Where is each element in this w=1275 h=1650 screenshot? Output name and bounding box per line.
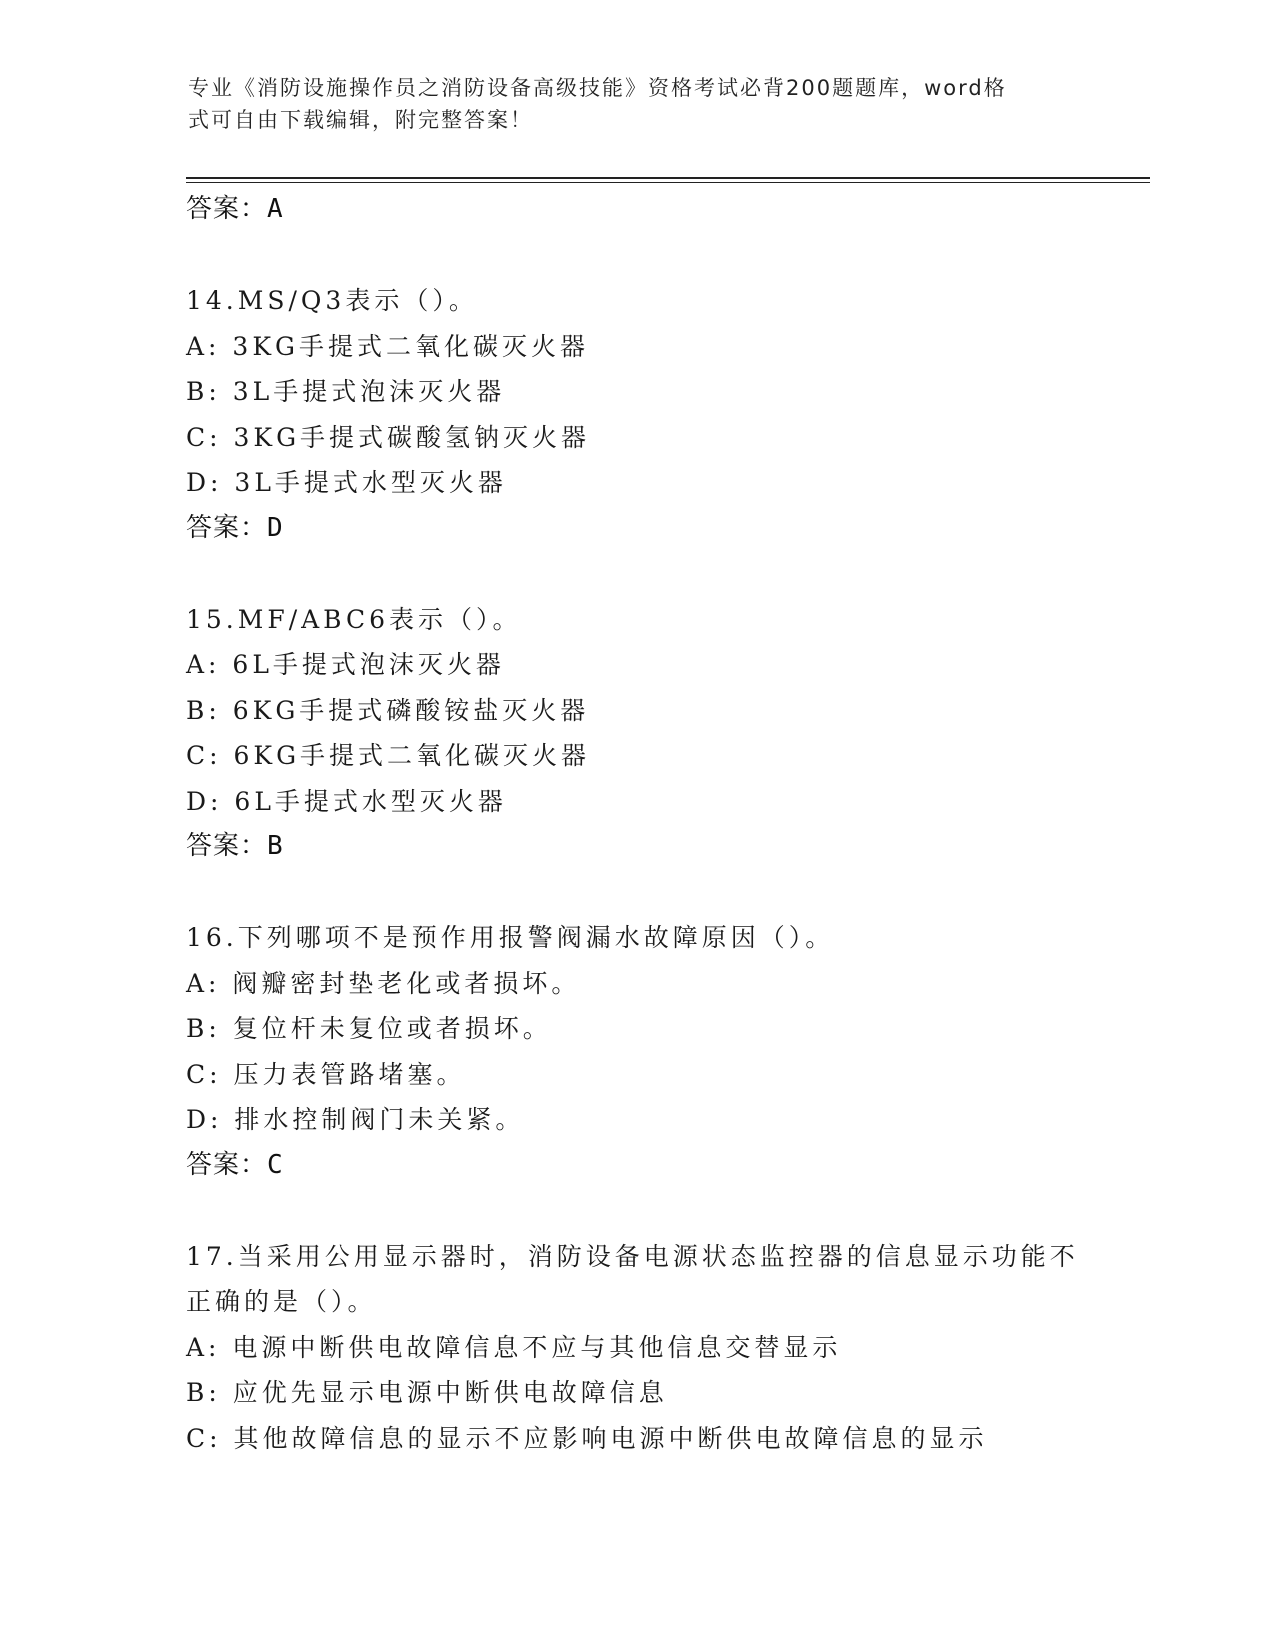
question-text: 当采用公用显示器时，消防设备电源状态监控器的信息显示功能不: [237, 1241, 1079, 1271]
question-17: [186, 1234, 1086, 1462]
spacer: [186, 551, 1086, 597]
option-c: C: 3KG手提式碳酸氢钠灭火器: [186, 422, 591, 452]
question-number: 14.: [186, 286, 238, 315]
question-16: [186, 915, 1086, 1188]
spacer: [186, 870, 1086, 916]
option-b: B: 6KG手提式磷酸铵盐灭火器: [186, 695, 590, 725]
answer-value: A: [267, 194, 284, 224]
document-header: [188, 72, 1078, 136]
answer-line: [186, 1143, 1086, 1189]
answer-label: 答案：: [186, 512, 268, 543]
question-stem: [186, 278, 1086, 324]
answer-label: 答案：: [186, 194, 268, 224]
answer-value: C: [267, 1149, 284, 1180]
header-divider-thick: [186, 177, 1150, 179]
header-line-1: 专业《消防设施操作员之消防设备高级技能》资格考试必背200题题库，word格: [188, 76, 1007, 100]
question-list: [186, 187, 1086, 1461]
option-c: C: 其他故障信息的显示不应影响电源中断供电故障信息的显示: [186, 1423, 988, 1453]
option-b: B: 复位杆未复位或者损坏。: [186, 1014, 552, 1043]
option-d: D: 3L手提式水型灭火器: [186, 468, 507, 497]
option-a: A: 电源中断供电故障信息不应与其他信息交替显示: [186, 1332, 842, 1362]
question-number: 16.: [186, 923, 238, 952]
question-14: [186, 278, 1086, 551]
answer-label: 答案：: [186, 1149, 268, 1180]
option-c: C: 6KG手提式二氧化碳灭火器: [186, 741, 591, 770]
answer-line: [186, 506, 1086, 552]
option-d: D: 排水控制阀门未关紧。: [186, 1105, 525, 1134]
question-stem: [186, 597, 1086, 643]
option-b: B: 应优先显示电源中断供电故障信息: [186, 1378, 668, 1407]
option-d: D: 6L手提式水型灭火器: [186, 786, 507, 816]
answer-value: D: [267, 512, 284, 543]
option-a: A: 3KG手提式二氧化碳灭火器: [186, 331, 589, 361]
header-divider-thin: [186, 182, 1150, 183]
spacer: [186, 233, 1086, 279]
question-number: 15.: [186, 604, 238, 634]
question-stem-continued: 正确的是（）。: [186, 1287, 377, 1316]
question-text: MS/Q3表示（）。: [237, 286, 478, 315]
answer-label: 答案：: [186, 831, 268, 861]
answer-line: [186, 187, 1086, 233]
option-b: B: 3L手提式泡沫灭火器: [186, 377, 506, 406]
header-line-2: 式可自由下载编辑，附完整答案！: [188, 108, 533, 132]
question-number: 17.: [186, 1241, 238, 1271]
question-stem: [186, 1234, 1086, 1280]
option-a: A: 6L手提式泡沫灭火器: [186, 650, 505, 679]
spacer: [186, 1188, 1086, 1234]
question-text: 下列哪项不是预作用报警阀漏水故障原因（）。: [237, 923, 835, 952]
answer-line: [186, 824, 1086, 870]
option-a: A: 阀瓣密封垫老化或者损坏。: [186, 968, 581, 998]
question-15: [186, 597, 1086, 870]
answer-value: B: [267, 831, 284, 861]
question-stem: [186, 915, 1086, 961]
question-text: MF/ABC6表示（）。: [237, 604, 522, 634]
option-c: C: 压力表管路堵塞。: [186, 1059, 466, 1089]
